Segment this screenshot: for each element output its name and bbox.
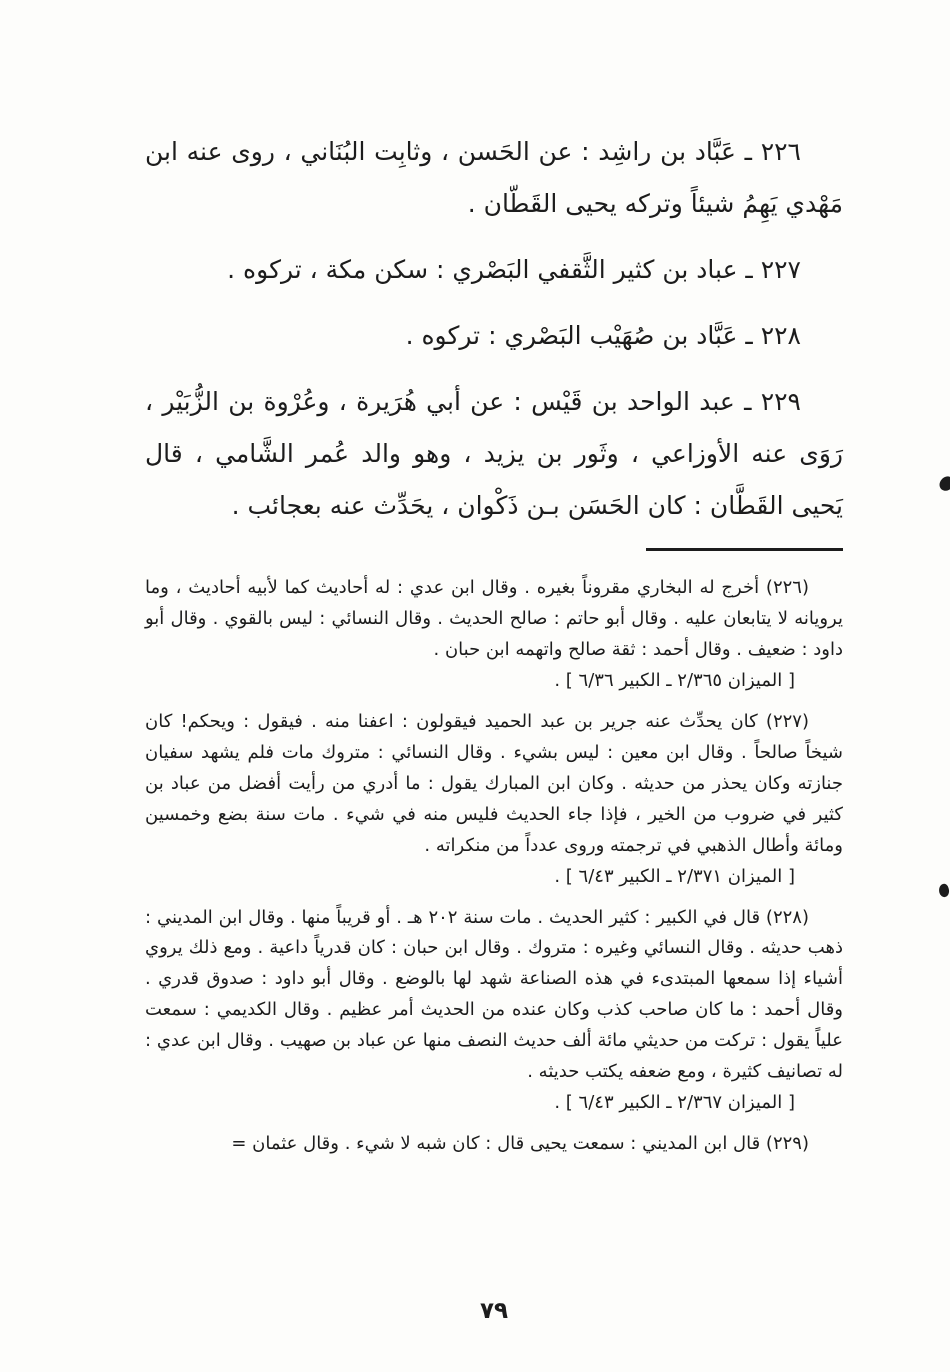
footnote-text: (٢٢٧) كان يحدِّث عنه جرير بن عبد الحميد فيقولون : اعفنا منه . فيقول : ويحكم! كان شيخاً صالحاً . وقال ابن معين : ليس بشيء . وقال النسائي : متروك مات فلم يشهد سفيان جنازته وكان يحذر من حديثه . وكان ابن المبارك يقول : ما أدري من رأيت أفضل من عباد بن كثير في ضروب من الخير ، فإذا جاء الحديث فليس منه في شيء . مات سنة بضع وخمسين ومائة وأطال الذهبي في ترجمته وروى عدداً من منكراته .: [145, 710, 843, 856]
footnote-reference: [ الميزان ٢/٣٧١ ـ الكبير ٦/٤٣ ] .: [554, 865, 795, 887]
footnote-separator-rule: [646, 548, 843, 551]
footnote-reference: [ الميزان ٢/٣٦٧ ـ الكبير ٦/٤٣ ] .: [554, 1092, 795, 1114]
entry-227: ٢٢٧ ـ عباد بن كثير الثَّقفي البَصْري : سكن مكة ، تركوه .: [227, 255, 801, 284]
footnote-226: [145, 573, 843, 697]
footnote-227: [145, 707, 843, 893]
ink-mark: [937, 883, 950, 898]
footnote-text: (٢٢٦) أخرج له البخاري مقروناً بغيره . وقال ابن عدي : له أحاديث كما لأبيه أحاديث ، وما يرويانه لا يتابعان عليه . وقال أبو حاتم : صالح الحديث . وقال النسائي : ليس بالقوي . وقال أبو داود : ضعيف . وقال أحمد : ثقة صالح واتهمه ابن حبان .: [145, 577, 843, 660]
footnote-text: (٢٢٨) قال في الكبير : كثير الحديث . مات سنة ٢٠٢ هـ . أو قريباً منها . وقال ابن المديني : ذهب حديثه . وقال النسائي وغيره : متروك . وقال ابن حبان : كان قدرياً داعية . ومع ذلك يروي أشياء إذا سمعها المبتدىء في هذه الصناعة شهد لها بالوضع . وقال أبو داود : صدوق قدري . وقال أحمد : ما كان صاحب كذب وكان عنده من الحديث أمر عظيم . وقال الكديمي : سمعت علياً يقول : تركت من حديثي مائة ألف حديث النصف منها عن عباد بن صهيب . وقال ابن عدي : له تصانيف كثيرة ، ومع ضعفه يكتب حديثه .: [145, 906, 843, 1083]
page-content: [145, 126, 843, 1170]
page-number: ٧٩: [479, 1298, 509, 1324]
footnote-228: [145, 903, 843, 1120]
footnote-reference: [ الميزان ٢/٣٦٥ ـ الكبير ٦/٣٦ ] .: [554, 669, 795, 691]
footnotes-section: [145, 573, 843, 1160]
entries-section: [145, 126, 843, 532]
footnote-229: [145, 1129, 843, 1160]
footnote-text: (٢٢٩) قال ابن المديني : سمعت يحيى قال : كان شبه لا شيء . وقال عثمان =: [231, 1133, 809, 1155]
ink-mark: [938, 474, 950, 493]
entry-226: ٢٢٦ ـ عَبَّاد بن راشِد : عن الحَسن ، وثابِت البُنَاني ، روى عنه ابن مَهْدي يَهِمُ شيئاً وتركه يحيى القَطّان .: [145, 137, 843, 218]
entry-228: ٢٢٨ ـ عَبَّاد بن صُهَيْب البَصْري : تركوه .: [405, 321, 801, 350]
entry-229: ٢٢٩ ـ عبد الواحد بن قَيْس : عن أبي هُرَيرة ، وعُرْوة بن الزُّبَيْر ، رَوَى عنه الأوزاعي ، وثَور بن يزيد ، وهو والد عُمر الشَّامي ، قال يَحيى القَطَّان : كان الحَسَن بـن ذَكْوان ، يحَدِّث عنه بعجائب .: [145, 387, 843, 520]
